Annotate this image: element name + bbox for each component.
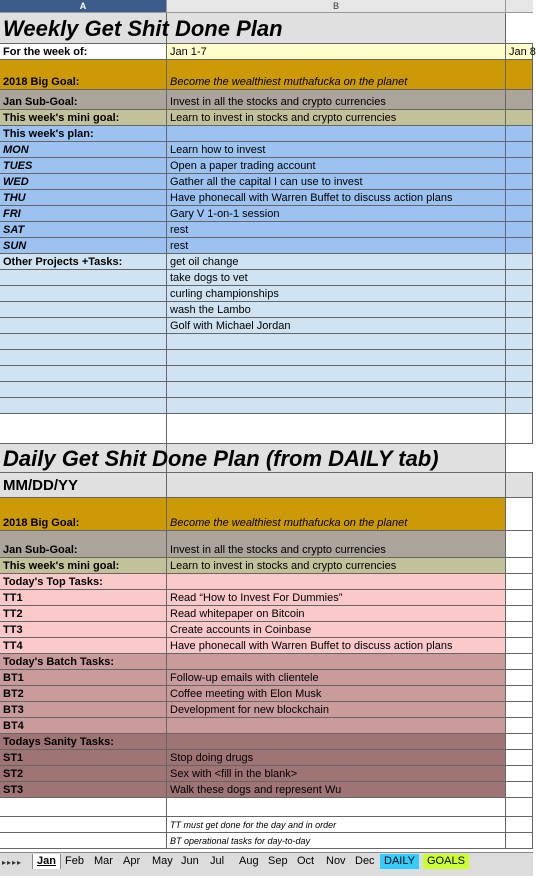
weekly-plan-label-row-cell-b[interactable] — [167, 126, 506, 142]
day-row-cell-c[interactable] — [506, 142, 533, 158]
week-of-row — [0, 44, 536, 60]
top-task-row-cell-b[interactable]: Create accounts in Coinbase — [167, 622, 506, 638]
batch-task-row-cell-c[interactable] — [506, 718, 533, 734]
week-of-row-cell-a[interactable]: For the week of: — [0, 44, 167, 60]
project-row-cell-a[interactable] — [0, 350, 167, 366]
project-row-cell-c[interactable] — [506, 366, 533, 382]
weekly-sub-goal-row-cell-a[interactable]: Jan Sub-Goal: — [0, 90, 167, 110]
project-row-cell-b[interactable] — [167, 398, 506, 414]
day-row-cell-c[interactable] — [506, 238, 533, 254]
batch-task-row-cell-c[interactable] — [506, 702, 533, 718]
project-row — [0, 286, 533, 302]
day-row — [0, 174, 533, 190]
project-row-cell-b[interactable] — [167, 382, 506, 398]
top-task-row-cell-c[interactable] — [506, 590, 533, 606]
sanity-task-row-cell-c[interactable] — [506, 750, 533, 766]
project-row-cell-c[interactable] — [506, 398, 533, 414]
batch-task-row — [0, 686, 533, 702]
day-row-cell-c[interactable] — [506, 158, 533, 174]
top-task-row-cell-c[interactable] — [506, 622, 533, 638]
sanity-task-label-row-cell-c[interactable] — [506, 734, 533, 750]
spacer-row — [0, 414, 533, 444]
spacer-row-cell-c[interactable] — [506, 414, 533, 444]
column-header-b[interactable]: B — [167, 0, 506, 12]
daily-mini-goal-row — [0, 558, 533, 574]
daily-sub-goal-row — [0, 531, 533, 558]
weekly-big-goal-row — [0, 60, 533, 90]
sanity-task-row-cell-c[interactable] — [506, 782, 533, 798]
top-task-label-row-cell-c[interactable] — [506, 574, 533, 590]
batch-task-row-cell-b[interactable]: Development for new blockchain — [167, 702, 506, 718]
day-row — [0, 158, 533, 174]
batch-task-row-cell-b[interactable] — [167, 718, 506, 734]
day-row-cell-b[interactable]: Learn how to invest — [167, 142, 506, 158]
sheet-tab-aug[interactable]: Aug — [239, 855, 259, 867]
batch-task-row — [0, 702, 533, 718]
top-task-label-row-cell-a[interactable]: Today's Top Tasks: — [0, 574, 167, 590]
day-row-cell-b[interactable]: Have phonecall with Warren Buffet to discuss action plans — [167, 190, 506, 206]
top-task-row-cell-b[interactable]: Read “How to Invest For Dummies” — [167, 590, 506, 606]
sanity-task-row — [0, 750, 533, 766]
weekly-sub-goal-row-cell-c[interactable] — [506, 90, 533, 110]
note-row-cell-a[interactable] — [0, 833, 167, 849]
batch-task-row-cell-b[interactable]: Follow-up emails with clientele — [167, 670, 506, 686]
daily-big-goal-row-cell-b[interactable]: Become the wealthiest muthafucka on the planet — [167, 498, 506, 531]
project-row-cell-b[interactable]: get oil change — [167, 254, 506, 270]
top-task-row-cell-a[interactable]: TT4 — [0, 638, 167, 654]
top-task-row-cell-c[interactable] — [506, 638, 533, 654]
day-row-cell-a[interactable]: FRI — [0, 206, 167, 222]
day-row-cell-c[interactable] — [506, 190, 533, 206]
project-row — [0, 334, 533, 350]
project-row-cell-b[interactable]: curling championships — [167, 286, 506, 302]
project-row-cell-c[interactable] — [506, 302, 533, 318]
blank-row-cell-b[interactable] — [167, 798, 506, 817]
project-row-cell-a[interactable] — [0, 318, 167, 334]
project-row-cell-c[interactable] — [506, 334, 533, 350]
top-task-row-cell-a[interactable]: TT3 — [0, 622, 167, 638]
note-row-cell-c[interactable] — [506, 833, 533, 849]
weekly-mini-goal-row — [0, 110, 533, 126]
spreadsheet-grid — [0, 13, 536, 849]
sheet-tab-jun[interactable]: Jun — [181, 855, 199, 867]
daily-big-goal-row-cell-a[interactable]: 2018 Big Goal: — [0, 498, 167, 531]
batch-task-row-cell-a[interactable]: BT4 — [0, 718, 167, 734]
daily-date-row-cell-a[interactable]: MM/DD/YY — [0, 473, 167, 498]
sanity-task-row-cell-a[interactable]: ST1 — [0, 750, 167, 766]
project-row-cell-b[interactable]: wash the Lambo — [167, 302, 506, 318]
sheet-tab-apr[interactable]: Apr — [123, 855, 141, 867]
day-row-cell-a[interactable]: TUES — [0, 158, 167, 174]
project-row-cell-a[interactable] — [0, 366, 167, 382]
sheet-tab-bar — [0, 852, 533, 876]
sanity-task-row — [0, 782, 533, 798]
batch-task-row-cell-a[interactable]: BT2 — [0, 686, 167, 702]
project-row-cell-a[interactable] — [0, 334, 167, 350]
sanity-task-row-cell-b[interactable]: Sex with <fill in the blank> — [167, 766, 506, 782]
sheet-tab-jan[interactable]: Jan — [32, 854, 61, 869]
project-row — [0, 270, 533, 286]
sanity-task-row-cell-c[interactable] — [506, 766, 533, 782]
sheet-tab-feb[interactable]: Feb — [65, 855, 84, 867]
batch-task-row-cell-c[interactable] — [506, 686, 533, 702]
project-row — [0, 398, 533, 414]
daily-big-goal-row — [0, 498, 533, 531]
week-of-row-cell-c[interactable]: Jan 8 — [506, 44, 533, 60]
day-row-cell-c[interactable] — [506, 222, 533, 238]
top-task-row-cell-b[interactable]: Read whitepaper on Bitcoin — [167, 606, 506, 622]
sanity-task-row-cell-b[interactable]: Stop doing drugs — [167, 750, 506, 766]
project-row-cell-b[interactable]: Golf with Michael Jordan — [167, 318, 506, 334]
daily-title-row-cell-c[interactable] — [506, 444, 533, 473]
day-row-cell-b[interactable]: rest — [167, 238, 506, 254]
daily-sub-goal-row-cell-c[interactable] — [506, 531, 533, 558]
project-row-cell-b[interactable]: take dogs to vet — [167, 270, 506, 286]
top-task-label-row — [0, 574, 533, 590]
project-row — [0, 302, 533, 318]
sanity-task-row-cell-a[interactable]: ST2 — [0, 766, 167, 782]
top-task-label-row-cell-b[interactable] — [167, 574, 506, 590]
project-row-cell-a[interactable] — [0, 398, 167, 414]
weekly-plan-label-row-cell-a[interactable]: This week's plan: — [0, 126, 167, 142]
top-task-row — [0, 622, 533, 638]
daily-date-row — [0, 473, 533, 498]
project-row-cell-a[interactable] — [0, 270, 167, 286]
column-header-c[interactable] — [506, 0, 533, 12]
column-header-bar — [0, 0, 533, 13]
batch-task-row-cell-c[interactable] — [506, 670, 533, 686]
project-row-cell-c[interactable] — [506, 270, 533, 286]
batch-task-row-cell-a[interactable]: BT1 — [0, 670, 167, 686]
sanity-task-row — [0, 766, 533, 782]
project-row — [0, 318, 533, 334]
sheet-tab-sep[interactable]: Sep — [268, 855, 288, 867]
project-row-cell-a[interactable] — [0, 382, 167, 398]
top-task-row-cell-a[interactable]: TT1 — [0, 590, 167, 606]
weekly-big-goal-row-cell-c[interactable] — [506, 60, 533, 90]
batch-task-row-cell-a[interactable]: BT3 — [0, 702, 167, 718]
day-row — [0, 222, 533, 238]
sheet-tab-jul[interactable]: Jul — [210, 855, 225, 867]
top-task-row-cell-b[interactable]: Have phonecall with Warren Buffet to discuss action plans — [167, 638, 506, 654]
top-task-row-cell-a[interactable]: TT2 — [0, 606, 167, 622]
note-row-cell-b[interactable]: BT operational tasks for day-to-day — [167, 833, 506, 849]
project-row-cell-c[interactable] — [506, 318, 533, 334]
weekly-title-row — [0, 13, 533, 44]
column-header-a[interactable]: A — [0, 0, 167, 12]
day-row-cell-a[interactable]: WED — [0, 174, 167, 190]
day-row — [0, 206, 533, 222]
project-row-cell-b[interactable] — [167, 366, 506, 382]
daily-sub-goal-row-cell-b[interactable]: Invest in all the stocks and crypto currencies — [167, 531, 506, 558]
note-row-cell-a[interactable] — [0, 817, 167, 833]
day-row-cell-a[interactable]: MON — [0, 142, 167, 158]
project-row — [0, 382, 533, 398]
blank-row-cell-c[interactable] — [506, 798, 533, 817]
project-row — [0, 350, 533, 366]
weekly-mini-goal-row-cell-c[interactable] — [506, 110, 533, 126]
day-row-cell-a[interactable]: SUN — [0, 238, 167, 254]
sanity-task-label-row-cell-a[interactable]: Todays Sanity Tasks: — [0, 734, 167, 750]
blank-row-cell-a[interactable] — [0, 798, 167, 817]
day-row — [0, 190, 533, 206]
daily-title: Daily Get Shit Done Plan (from DAILY tab) — [3, 446, 439, 471]
batch-task-label-row-cell-b[interactable] — [167, 654, 506, 670]
week-of-row-cell-b[interactable]: Jan 1-7 — [167, 44, 506, 60]
sanity-task-row-cell-a[interactable]: ST3 — [0, 782, 167, 798]
note-row-cell-b[interactable]: TT must get done for the day and in order — [167, 817, 506, 833]
project-row-cell-c[interactable] — [506, 254, 533, 270]
day-row-cell-c[interactable] — [506, 174, 533, 190]
project-row-cell-c[interactable] — [506, 286, 533, 302]
batch-task-label-row — [0, 654, 533, 670]
sheet-tab-nov[interactable]: Nov — [326, 855, 346, 867]
batch-task-row — [0, 670, 533, 686]
top-task-row-cell-c[interactable] — [506, 606, 533, 622]
batch-task-row — [0, 718, 533, 734]
batch-task-row-cell-b[interactable]: Coffee meeting with Elon Musk — [167, 686, 506, 702]
sheet-tab-may[interactable]: May — [152, 855, 173, 867]
day-row — [0, 238, 533, 254]
project-row-cell-c[interactable] — [506, 350, 533, 366]
spacer-row-cell-a[interactable] — [0, 414, 167, 444]
daily-date-row-cell-c[interactable] — [506, 473, 533, 498]
day-row-cell-c[interactable] — [506, 206, 533, 222]
daily-sub-goal-row-cell-a[interactable]: Jan Sub-Goal: — [0, 531, 167, 558]
sanity-task-row-cell-b[interactable]: Walk these dogs and represent Wu — [167, 782, 506, 798]
sheet-tab-goals[interactable]: GOALS — [423, 854, 469, 869]
sheet-tab-oct[interactable]: Oct — [297, 855, 315, 867]
note-row — [0, 833, 533, 849]
top-task-row — [0, 638, 533, 654]
weekly-sub-goal-row-cell-b[interactable]: Invest in all the stocks and crypto currencies — [167, 90, 506, 110]
project-row-cell-b[interactable] — [167, 334, 506, 350]
sheet-tab-daily[interactable]: DAILY — [380, 854, 419, 869]
weekly-plan-label-row — [0, 126, 533, 142]
daily-date-row-cell-b[interactable] — [167, 473, 506, 498]
sanity-task-label-row-cell-b[interactable] — [167, 734, 506, 750]
weekly-title: Weekly Get Shit Done Plan — [3, 16, 283, 41]
daily-title-row — [0, 444, 533, 473]
daily-big-goal-row-cell-c[interactable] — [506, 498, 533, 531]
project-row-cell-a[interactable]: Other Projects +Tasks: — [0, 254, 167, 270]
project-row-cell-b[interactable] — [167, 350, 506, 366]
day-row-cell-a[interactable]: THU — [0, 190, 167, 206]
blank-row — [0, 798, 533, 817]
daily-mini-goal-row-cell-a[interactable]: This week's mini goal: — [0, 558, 167, 574]
note-row-cell-c[interactable] — [506, 817, 533, 833]
project-row-cell-a[interactable] — [0, 302, 167, 318]
weekly-big-goal-row-cell-b[interactable]: Become the wealthiest muthafucka on the planet — [167, 60, 506, 90]
sheet-tab-mar[interactable]: Mar — [94, 855, 113, 867]
weekly-mini-goal-row-cell-a[interactable]: This week's mini goal: — [0, 110, 167, 126]
daily-mini-goal-row-cell-b[interactable]: Learn to invest in stocks and crypto currencies — [167, 558, 506, 574]
weekly-sub-goal-row — [0, 90, 533, 110]
project-row — [0, 254, 533, 270]
project-row-cell-c[interactable] — [506, 382, 533, 398]
weekly-mini-goal-row-cell-b[interactable]: Learn to invest in stocks and crypto currencies — [167, 110, 506, 126]
sanity-task-label-row — [0, 734, 533, 750]
weekly-plan-label-row-cell-c[interactable] — [506, 126, 533, 142]
day-row-cell-b[interactable]: Gary V 1-on-1 session — [167, 206, 506, 222]
tab-scroll-arrows-icon[interactable]: ▸▸▸▸ — [2, 858, 23, 867]
batch-task-label-row-cell-a[interactable]: Today's Batch Tasks: — [0, 654, 167, 670]
weekly-title-row-cell-c[interactable] — [506, 13, 533, 44]
day-row-cell-b[interactable]: rest — [167, 222, 506, 238]
top-task-row — [0, 606, 533, 622]
day-row-cell-b[interactable]: Gather all the capital I can use to invest — [167, 174, 506, 190]
day-row-cell-b[interactable]: Open a paper trading account — [167, 158, 506, 174]
day-row-cell-a[interactable]: SAT — [0, 222, 167, 238]
project-row — [0, 366, 533, 382]
project-row-cell-a[interactable] — [0, 286, 167, 302]
sheet-tab-dec[interactable]: Dec — [355, 855, 375, 867]
top-task-row — [0, 590, 533, 606]
day-row — [0, 142, 533, 158]
daily-mini-goal-row-cell-c[interactable] — [506, 558, 533, 574]
spacer-row-cell-b[interactable] — [167, 414, 506, 444]
note-row — [0, 817, 533, 833]
batch-task-label-row-cell-c[interactable] — [506, 654, 533, 670]
weekly-big-goal-row-cell-a[interactable]: 2018 Big Goal: — [0, 60, 167, 90]
